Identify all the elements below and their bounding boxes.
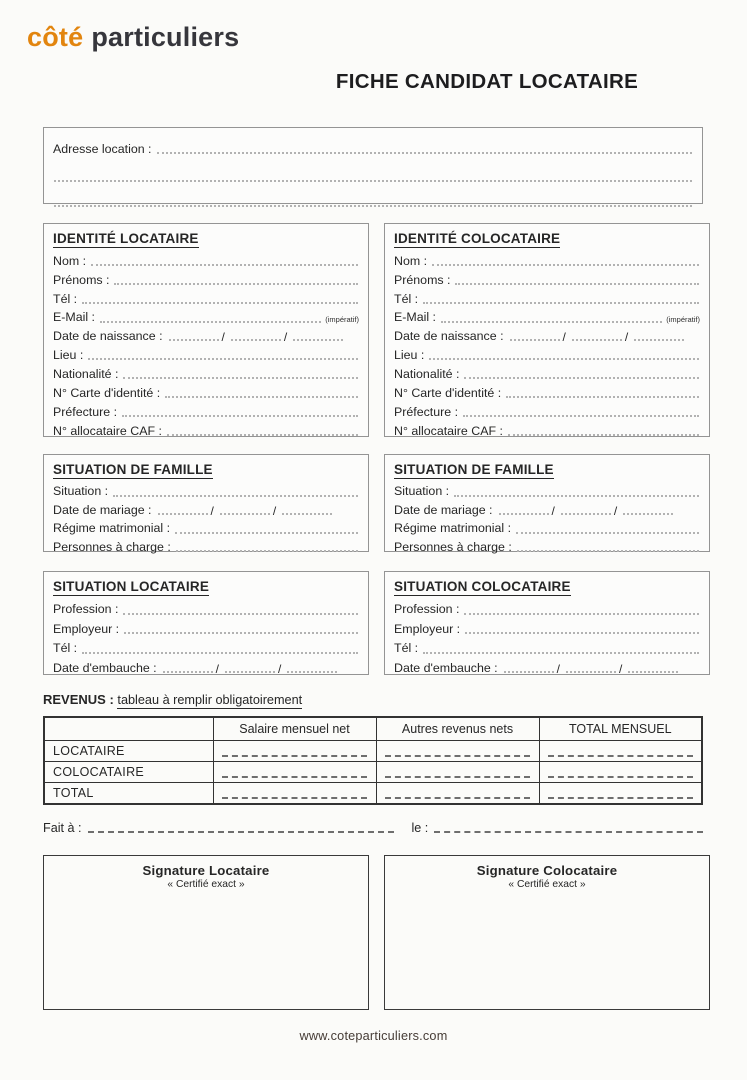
field-date-embauche: Date d'embauche : / / <box>385 657 709 677</box>
dotted-line <box>54 157 692 182</box>
label: Régime matrimonial : <box>394 521 512 536</box>
dotted-line <box>464 613 699 615</box>
dashed-line <box>385 797 531 799</box>
field-personnes-charge <box>385 537 709 556</box>
imperatif-note: (impératif) <box>666 314 700 324</box>
row-label: LOCATAIRE <box>44 741 213 762</box>
label: Profession : <box>53 602 119 617</box>
dotted-line <box>165 396 358 398</box>
revenus-label: REVENUS : <box>43 692 114 707</box>
value-cell <box>213 783 376 805</box>
field-nom <box>385 250 709 269</box>
situation-locataire-box <box>43 571 369 675</box>
row-label: TOTAL <box>44 783 213 805</box>
website-url: www.coteparticuliers.com <box>299 1029 448 1043</box>
field-prefecture <box>44 401 368 420</box>
label: N° allocataire CAF : <box>53 423 162 438</box>
section-title: SITUATION LOCATAIRE <box>53 579 210 594</box>
dotted-line <box>463 415 699 417</box>
logo-cote: côté <box>27 22 84 52</box>
field-prenoms <box>44 269 368 288</box>
dotted-line <box>54 182 692 207</box>
label: Lieu : <box>53 348 84 363</box>
address-box <box>43 127 703 204</box>
label: Préfecture : <box>394 404 459 419</box>
field-allocataire-caf <box>385 420 709 439</box>
dotted-line <box>163 671 213 673</box>
signature-locataire-box <box>43 855 369 1010</box>
dotted-line <box>100 321 321 323</box>
label: Prénoms : <box>53 272 110 287</box>
dotted-line <box>465 632 699 634</box>
label: Situation : <box>394 484 450 499</box>
header-total-mensuel: TOTAL MENSUEL <box>539 717 702 741</box>
field-regime-matrimonial <box>385 518 709 537</box>
label: E-Mail : <box>394 310 436 325</box>
dotted-line <box>225 671 275 673</box>
dotted-line <box>454 495 699 497</box>
brand-logo <box>27 22 239 53</box>
value-cell <box>376 762 539 783</box>
section-title: IDENTITÉ LOCATAIRE <box>53 231 199 246</box>
dotted-line <box>516 532 699 534</box>
section-title: IDENTITÉ COLOCATAIRE <box>394 231 561 246</box>
dotted-line <box>231 339 281 341</box>
field-carte-identite <box>385 382 709 401</box>
header-autres-revenus: Autres revenus nets <box>376 717 539 741</box>
dotted-line <box>176 550 358 552</box>
dotted-line <box>572 339 622 341</box>
label: Adresse location : <box>53 141 152 156</box>
value-cell <box>213 741 376 762</box>
header-salaire: Salaire mensuel net <box>213 717 376 741</box>
dotted-line <box>423 302 699 304</box>
identity-colocataire-box <box>384 223 710 437</box>
dashed-line <box>548 776 693 778</box>
row-label: COLOCATAIRE <box>44 762 213 783</box>
dotted-line <box>220 513 270 515</box>
label: N° allocataire CAF : <box>394 423 503 438</box>
situation-famille-colocataire-box <box>384 454 710 552</box>
dotted-line <box>175 532 358 534</box>
dotted-line <box>464 377 699 379</box>
dotted-line <box>82 652 358 654</box>
field-employeur <box>44 618 368 638</box>
label: Nom : <box>394 253 428 268</box>
dotted-line <box>169 339 219 341</box>
field-email <box>44 307 368 326</box>
situation-famille-locataire-box <box>43 454 369 552</box>
dotted-line <box>508 434 699 436</box>
dotted-line <box>82 302 358 304</box>
label: Nom : <box>53 253 87 268</box>
label: Date d'embauche : <box>394 660 498 675</box>
field-situation <box>44 481 368 500</box>
value-cell <box>213 762 376 783</box>
table-header-row <box>44 717 702 741</box>
dotted-line <box>432 264 699 266</box>
dotted-line <box>114 283 358 285</box>
label: Employeur : <box>394 621 461 636</box>
signature-title: Signature Colocataire <box>476 863 618 878</box>
dashed-line <box>385 755 531 757</box>
label: N° Carte d'identité : <box>53 386 161 400</box>
label: Préfecture : <box>53 404 118 419</box>
field-lieu <box>44 344 368 363</box>
value-cell <box>376 783 539 805</box>
table-row-colocataire <box>44 762 702 783</box>
field-regime-matrimonial <box>44 518 368 537</box>
certify-text: « Certifié exact » <box>167 879 245 890</box>
dotted-line <box>293 339 343 341</box>
fait-a-le-row <box>43 820 703 836</box>
dotted-line <box>506 396 699 398</box>
label: Prénoms : <box>394 272 451 287</box>
revenus-heading <box>43 692 302 707</box>
field-date-embauche: Date d'embauche : / / <box>44 657 368 677</box>
value-cell <box>376 741 539 762</box>
field-tel <box>385 288 709 307</box>
label: Date d'embauche : <box>53 660 157 675</box>
logo-particuliers: particuliers <box>91 22 240 52</box>
page-title: FICHE CANDIDAT LOCATAIRE <box>335 70 639 93</box>
label: Tél : <box>53 641 78 656</box>
situation-colocataire-box <box>384 571 710 675</box>
label: Employeur : <box>53 621 120 636</box>
value-cell <box>539 741 702 762</box>
dotted-line <box>634 339 684 341</box>
field-profession <box>44 598 368 618</box>
field-profession <box>385 598 709 618</box>
dotted-line <box>287 671 337 673</box>
dotted-line <box>88 358 358 360</box>
label: Date de mariage : <box>394 502 493 517</box>
field-tel <box>44 637 368 657</box>
section-title: SITUATION COLOCATAIRE <box>394 579 571 594</box>
dashed-line <box>548 797 693 799</box>
table-row-total <box>44 783 702 805</box>
le-label: le : <box>411 821 429 835</box>
label: E-Mail : <box>53 310 95 325</box>
dashed-line <box>222 797 368 799</box>
label: Profession : <box>394 602 460 617</box>
dotted-line <box>628 671 678 673</box>
section-title: SITUATION DE FAMILLE <box>394 462 554 477</box>
field-carte-identite <box>44 382 368 401</box>
label: Date de mariage : <box>53 502 152 517</box>
dotted-line <box>282 513 332 515</box>
dashed-line <box>434 831 703 833</box>
field-adresse-location <box>44 138 702 157</box>
section-title: SITUATION DE FAMILLE <box>53 462 213 477</box>
label: Tél : <box>394 291 419 306</box>
label: Nationalité : <box>53 367 119 382</box>
dotted-line <box>623 513 673 515</box>
label: Nationalité : <box>394 367 460 382</box>
field-nom <box>44 250 368 269</box>
value-cell <box>539 783 702 805</box>
signature-colocataire-box <box>384 855 710 1010</box>
certify-text: « Certifié exact » <box>508 879 586 890</box>
dashed-line <box>222 776 368 778</box>
table-row-locataire <box>44 741 702 762</box>
field-date-naissance: Date de naissance : / / <box>44 326 368 345</box>
field-nationalite <box>44 363 368 382</box>
dashed-line <box>548 755 693 757</box>
field-personnes-charge <box>44 537 368 556</box>
dotted-line <box>167 434 358 436</box>
label: Lieu : <box>394 348 425 363</box>
dotted-line <box>499 513 549 515</box>
label: Situation : <box>53 484 109 499</box>
field-nationalite <box>385 363 709 382</box>
field-situation <box>385 481 709 500</box>
label: Personnes à charge : <box>53 539 171 554</box>
field-tel <box>44 288 368 307</box>
label: Date de naissance : <box>53 329 163 344</box>
dashed-line <box>222 755 368 757</box>
field-allocataire-caf <box>44 420 368 439</box>
value-cell <box>539 762 702 783</box>
label: Régime matrimonial : <box>53 521 171 536</box>
field-tel <box>385 637 709 657</box>
dotted-line <box>122 415 358 417</box>
imperatif-note: (impératif) <box>325 314 359 324</box>
field-lieu <box>385 344 709 363</box>
signature-title: Signature Locataire <box>142 863 270 878</box>
identity-locataire-box <box>43 223 369 437</box>
dotted-line <box>566 671 616 673</box>
dotted-line <box>158 513 208 515</box>
dotted-line <box>423 652 699 654</box>
dotted-line <box>561 513 611 515</box>
dotted-line <box>91 264 358 266</box>
dotted-line <box>429 358 699 360</box>
field-employeur <box>385 618 709 638</box>
label: Personnes à charge : <box>394 539 512 554</box>
dotted-line <box>124 632 358 634</box>
field-date-mariage: Date de mariage : / / <box>385 500 709 519</box>
dotted-line <box>123 377 358 379</box>
field-date-mariage: Date de mariage : / / <box>44 500 368 519</box>
revenus-sublabel: tableau à remplir obligatoirement <box>117 693 303 707</box>
dotted-line <box>123 613 358 615</box>
revenus-table <box>43 716 703 805</box>
dotted-line <box>504 671 554 673</box>
header-empty <box>44 717 213 741</box>
dashed-line <box>88 831 394 833</box>
label: Date de naissance : <box>394 329 504 344</box>
field-prenoms <box>385 269 709 288</box>
label: Tél : <box>394 641 419 656</box>
label: Tél : <box>53 291 78 306</box>
dotted-line <box>157 152 693 154</box>
dotted-line <box>517 550 699 552</box>
field-email <box>385 307 709 326</box>
field-date-naissance: Date de naissance : / / <box>385 326 709 345</box>
dotted-line <box>113 495 358 497</box>
dotted-line <box>441 321 662 323</box>
label: N° Carte d'identité : <box>394 386 502 400</box>
dotted-line <box>455 283 699 285</box>
dotted-line <box>510 339 560 341</box>
fait-a-label: Fait à : <box>43 821 82 835</box>
field-prefecture <box>385 401 709 420</box>
dashed-line <box>385 776 531 778</box>
